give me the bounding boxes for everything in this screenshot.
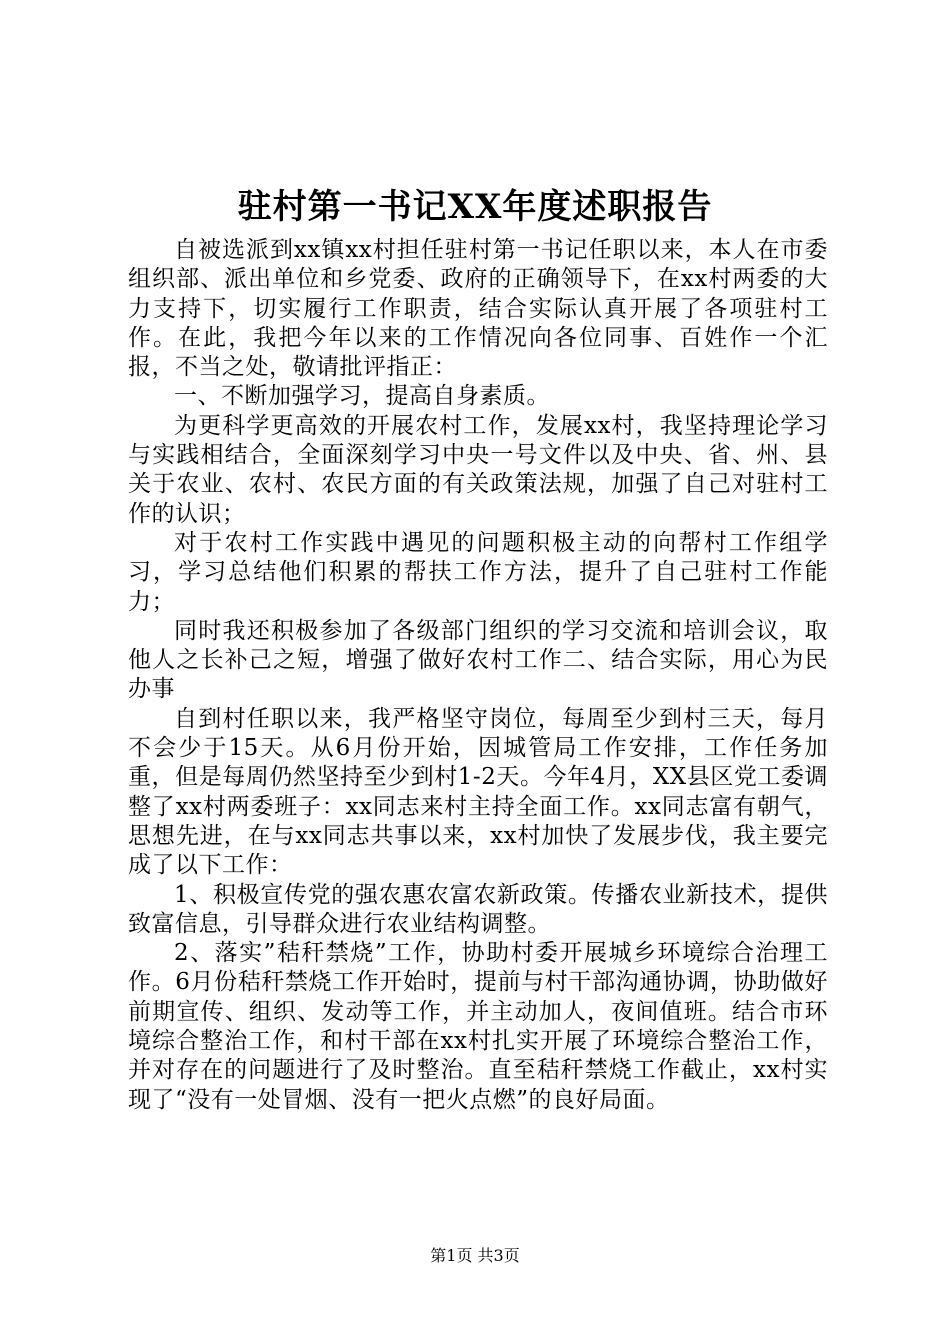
page-footer: 第1页 共3页 [430,1246,520,1265]
document-body [128,236,828,1115]
paragraph-duty: 自到村任职以来，我严格坚守岗位，每周至少到村三天，每月不会少于15天。从6月份开始，因城管局工作安排，工作任务加重，但是每周仍然坚持至少到村1-2天。今年4月，XX县区党工委调整了xx村两委班子：xx同志来村主持全面工作。xx同志富有朝气，思想先进，在与xx同志共事以来，xx村加快了发展步伐，我主要完成了以下工作： [128,705,828,879]
paragraph-item-2: 2、落实”秸秆禁烧”工作，协助村委开展城乡环境综合治理工作。6月份秸秆禁烧工作开始时，提前与村干部沟通协调，协助做好前期宣传、组织、发动等工作，并主动加人，夜间值班。结合市环境综合整治工作，和村干部在xx村扎实开展了环境综合整治工作，并对存在的问题进行了及时整治。直至秸秆禁烧工作截止，xx村实现了“没有一处冒烟、没有一把火点燃”的良好局面。 [128,940,828,1113]
paragraph-study-practice: 对于农村工作实践中遇见的问题积极主动的向帮村工作组学习，学习总结他们积累的帮扶工作方法，提升了自己驻村工作能力； [128,529,828,615]
paragraph-item-1: 1、积极宣传党的强农惠农富农新政策。传播农业新技术，提供致富信息，引导群众进行农业结构调整。 [128,881,828,937]
paragraph-intro: 自被选派到xx镇xx村担任驻村第一书记任职以来，本人在市委组织部、派出单位和乡党委、政府的正确领导下，在xx村两委的大力支持下，切实履行工作职责，结合实际认真开展了各项驻村工作。在此，我把今年以来的工作情况向各位同事、百姓作一个汇报，不当之处，敬请批评指正： [128,237,828,381]
document-title: 驻村第一书记XX年度述职报告 [237,187,713,227]
paragraph-section-heading-1: 一、不断加强学习，提高自身素质。 [174,383,550,410]
paragraph-training: 同时我还积极参加了各级部门组织的学习交流和培训会议，取他人之长补己之短，增强了做好农村工作二、结合实际，用心为民办事 [128,617,828,703]
paragraph-study-theory: 为更科学更高效的开展农村工作，发展xx村，我坚持理论学习与实践相结合，全面深刻学习中央一号文件以及中央、省、州、县关于农业、农村、农民方面的有关政策法规，加强了自己对驻村工作的认识； [128,412,828,527]
